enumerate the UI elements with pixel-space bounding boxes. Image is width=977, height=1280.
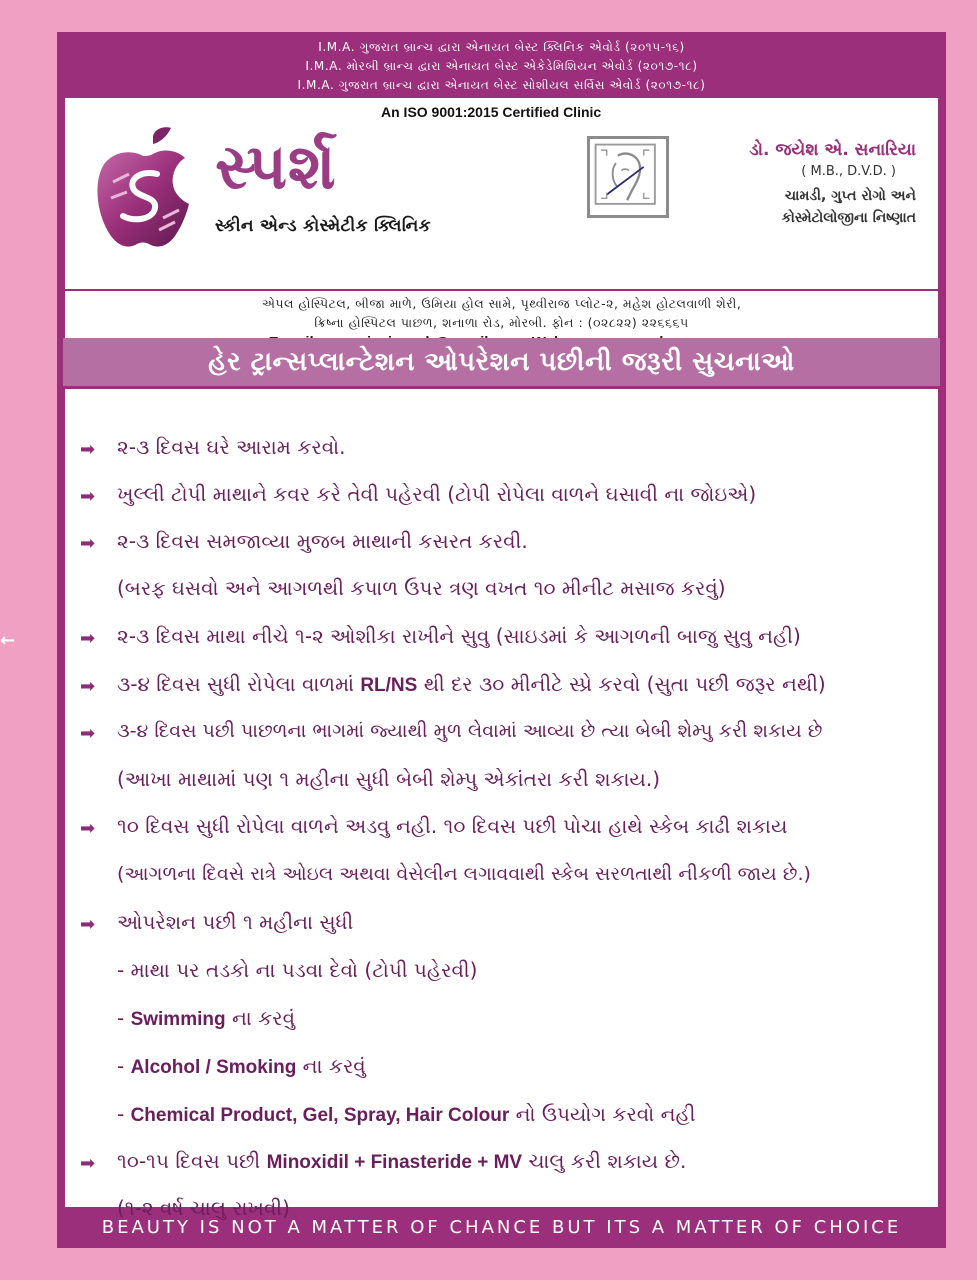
list-item-text: ૨-૩ દિવસ ઘરે આરામ કરવો. — [117, 435, 346, 459]
list-item-text: - માથા પર તડકો ના પડવા દેવો (ટોપી પહેરવી) — [117, 958, 478, 982]
list-item-text: (બરફ ઘસવો અને આગળથી કપાળ ઉપર ત્રણ વખત ૧૦ મીનીટ મસાજ કરવું) — [117, 576, 726, 600]
doctor-emblem-icon — [587, 136, 669, 218]
right-arrow-icon: ➡ — [80, 914, 96, 935]
list-item-text: ૧૦-૧૫ દિવસ પછી Minoxidil + Finasteride + MV ચાલુ કરી શકાય છે. — [117, 1149, 687, 1173]
address-line-1: એપલ હોસ્પિટલ, બીજા માળે, ઉમિયા હોલ સામે, પૃથ્વીરાજ પ્લોટ-૨, મહેશ હોટલવાળી શેરી, — [261, 296, 742, 311]
right-arrow-icon: ➡ — [80, 533, 96, 554]
edge-back-arrow-icon: ← — [0, 630, 16, 651]
right-arrow-icon: ➡ — [80, 486, 96, 507]
award-line: I.M.A. ગુજરાત બ્રાન્ચ દ્વારા એનાયત બેસ્ટ સોશીયલ સર્વિસ એવોર્ડ (૨૦૧૭-૧૮) — [297, 78, 706, 92]
right-arrow-icon: ➡ — [80, 439, 96, 460]
instructions-panel — [65, 389, 938, 1220]
list-item-text: (આખા માથામાં પણ ૧ મહીના સુધી બેબી શેમ્પુ એકાંતરા કરી શકાય.) — [117, 767, 661, 791]
flyer-frame — [57, 32, 946, 1248]
list-item-text: ઓપરેશન પછી ૧ મહીના સુધી — [117, 910, 354, 934]
list-item-text: ૨-૩ દિવસ માથા નીચે ૧-૨ ઓશીકા રાખીને સુવુ (સાઇડમાં કે આગળની બાજુ સુવુ નહી) — [117, 624, 801, 648]
doctor-specialty-2: કોસ્મેટોલોજીના નિષ્ણાત — [781, 210, 916, 226]
iso-certification: An ISO 9001:2015 Certified Clinic — [381, 104, 602, 120]
clinic-header — [65, 98, 938, 289]
award-line: I.M.A. મોરબી બ્રાન્ચ દ્વારા એનાયત બેસ્ટ એકેડેમિશિયન એવોર્ડ (૨૦૧૭-૧૮) — [305, 59, 698, 73]
doctor-name: ડો. જયેશ એ. સનારિયા — [749, 140, 916, 160]
footer-tagline: BEAUTY IS NOT A MATTER OF CHANCE BUT ITS A MATTER OF CHOICE — [101, 1217, 902, 1238]
doctor-degree: ( M.B., D.V.D. ) — [801, 164, 896, 179]
apple-logo-icon — [93, 126, 193, 251]
list-item-text: - Swimming ના કરવું — [117, 1006, 296, 1030]
right-arrow-icon: ➡ — [80, 723, 96, 744]
list-item-text: ૧૦ દિવસ સુધી રોપેલા વાળને અડવુ નહી. ૧૦ દિવસ પછી પોચા હાથે સ્કેબ કાઢી શકાય — [117, 814, 788, 838]
doctor-specialty-1: ચામડી, ગુપ્ત રોગો અને — [784, 188, 916, 204]
list-item-text: - Chemical Product, Gel, Spray, Hair Colour નો ઉપયોગ કરવો નહી — [117, 1102, 696, 1126]
doctor-info — [749, 140, 916, 229]
awards-block — [57, 38, 946, 95]
instructions-title: હેર ટ્રાન્સપ્લાન્ટેશન ઓપરેશન પછીની જરૂરી સુચનાઓ — [63, 338, 940, 386]
list-item-text: ૨-૩ દિવસ સમજાવ્યા મુજબ માથાની કસરત કરવી. — [117, 529, 528, 553]
brand-name: સ્પર્શ — [215, 130, 337, 203]
list-item-text: (૧-૨ વર્ષ ચાલુ રાખવી) — [117, 1196, 290, 1220]
list-item-text: - Alcohol / Smoking ના કરવું — [117, 1054, 366, 1078]
list-item-text: ખુલ્લી ટોપી માથાને કવર કરે તેવી પહેરવી (ટોપી રોપેલા વાળને ઘસાવી ના જોઇએ) — [117, 482, 757, 506]
list-item-text: (આગળના દિવસે રાત્રે ઓઇલ અથવા વેસેલીન લગાવવાથી સ્કેબ સરળતાથી નીકળી જાય છે.) — [117, 863, 811, 885]
right-arrow-icon: ➡ — [80, 628, 96, 649]
award-line: I.M.A. ગુજરાત બ્રાન્ચ દ્વારા એનાયત બેસ્ટ ક્લિનિક એવોર્ડ (૨૦૧૫-૧૬) — [318, 40, 685, 54]
right-arrow-icon: ➡ — [80, 818, 96, 839]
list-item-text: ૩-૪ દિવસ સુધી રોપેલા વાળમાં RL/NS થી દર ૩૦ મીનીટે સ્પ્રે કરવો (સુતા પછી જરૂર નથી) — [117, 672, 826, 696]
address-line-2: ક્રિષ્ના હોસ્પિટલ પાછળ, શનાળા રોડ, મોરબી. ફોન : (૦૨૮૨૨) ૨૨૬૬૬૫ — [314, 315, 689, 330]
right-arrow-icon: ➡ — [80, 676, 96, 697]
brand-subtitle: સ્કીન એન્ડ કોસ્મેટીક ક્લિનિક — [215, 216, 431, 236]
right-arrow-icon: ➡ — [80, 1153, 96, 1174]
list-item-text: ૩-૪ દિવસ પછી પાછળના ભાગમાં જ્યાથી મુળ લેવામાં આવ્યા છે ત્યા બેબી શેમ્પુ કરી શકાય છે — [117, 720, 823, 742]
